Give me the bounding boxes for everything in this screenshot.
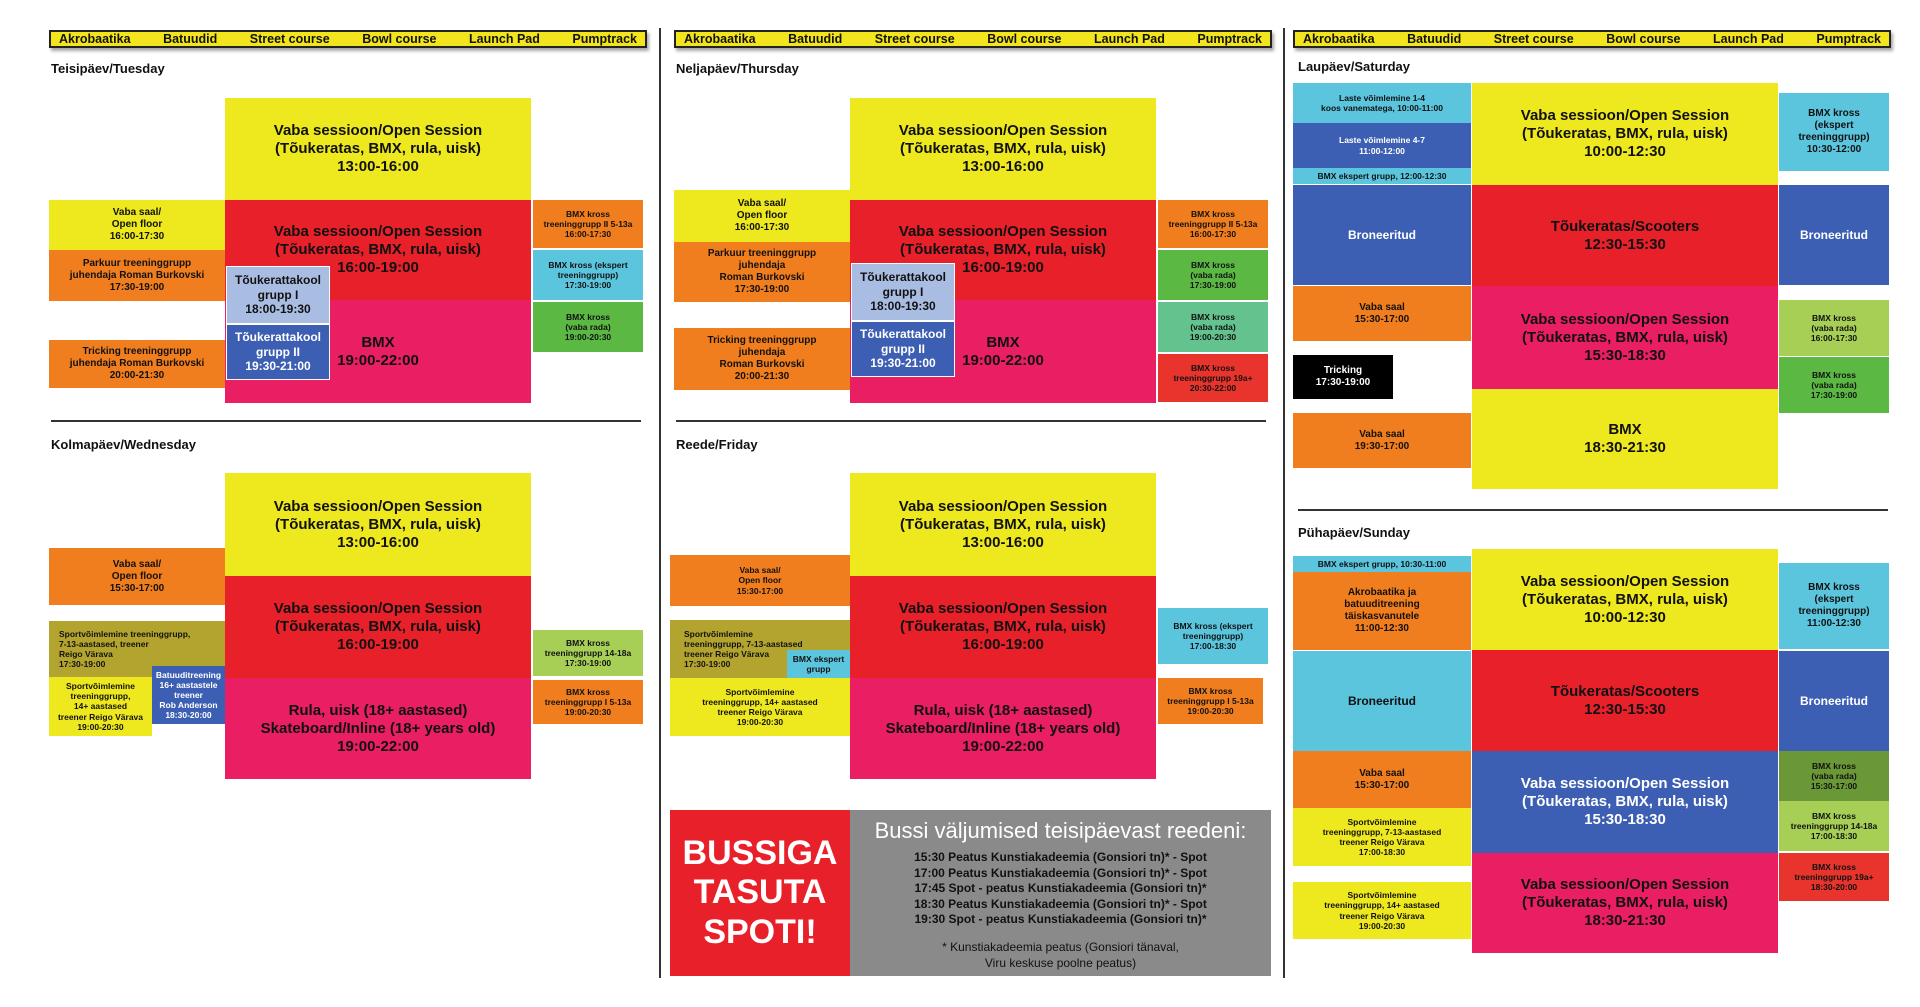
sun-acrobatics: Akrobaatika ja batuuditreening täiskasvanutele 11:00-12:30 (1293, 572, 1471, 650)
sun-booked: Broneeritud (1293, 651, 1471, 751)
fri-open-session-1: Vaba sessioon/Open Session (Tõukeratas, BMX, rula, uisk) 13:00-16:00 (850, 473, 1156, 576)
sun-open-session-3: Vaba sessioon/Open Session (Tõukeratas, BMX, rula, uisk) 18:30-21:30 (1472, 853, 1778, 953)
sat-open-session-2: Vaba sessioon/Open Session (Tõukeratas, BMX, rula, uisk) 15:30-18:30 (1472, 286, 1778, 389)
thu-scooter-school-1: Tõukerattakool grupp I 18:00-19:30 (851, 263, 955, 321)
header-item: Akrobaatika (684, 32, 756, 46)
sun-scooters: Tõukeratas/Scooters 12:30-15:30 (1472, 650, 1778, 751)
wed-gymnastics-2: Sportvõimlemine treeninggrupp, 14+ aastased treener Reigo Värava 19:00-20:30 (49, 677, 152, 736)
bus-note: * Kunstiakadeemia peatus (Gonsiori tänaval, Viru keskuse poolne peatus) (942, 939, 1179, 970)
sat-bmx-kross-2: BMX kross (vaba rada) 16:00-17:30 (1779, 300, 1889, 356)
sun-open-session-2: Vaba sessioon/Open Session (Tõukeratas, BMX, rula, uisk) 15:30-18:30 (1472, 751, 1778, 853)
sat-booked: Broneeritud (1293, 185, 1471, 285)
header-item: Bowl course (362, 32, 437, 46)
thu-open-session-1: Vaba sessioon/Open Session (Tõukeratas, BMX, rula, uisk) 13:00-16:00 (850, 98, 1156, 200)
sun-gymnastics-1: Sportvõimlemine treeninggrupp, 7-13-aastased treener Reigo Värava 17:00-18:30 (1293, 808, 1471, 866)
fri-bmx-kross-1: BMX kross (ekspert treeninggrupp) 17:00-18:30 (1158, 608, 1268, 664)
wed-bmx-kross-2: BMX kross treeninggrupp I 5-13a 19:00-20:30 (533, 680, 643, 724)
sat-bmx-kross-3: BMX kross (vaba rada) 17:30-19:00 (1779, 357, 1889, 413)
day-title-tuesday: Teisipäev/Tuesday (51, 61, 165, 76)
thu-bmx-kross-4: BMX kross treeninggrupp 19a+ 20:30-22:00 (1158, 354, 1268, 402)
tue-bmx-kross-1: BMX kross treeninggrupp II 5-13a 16:00-17:30 (533, 200, 643, 248)
header-item: Akrobaatika (59, 32, 131, 46)
fri-gymnastics-2: Sportvõimlemine treeninggrupp, 14+ aastased treener Reigo Värava 19:00-20:30 (670, 678, 850, 736)
sun-open-floor: Vaba saal 15:30-17:00 (1293, 751, 1471, 808)
day-title-wednesday: Kolmapäev/Wednesday (51, 437, 196, 452)
thu-scooter-school-2: Tõukerattakool grupp II 19:30-21:00 (851, 321, 955, 377)
header-item: Akrobaatika (1303, 32, 1375, 46)
header-item: Pumptrack (1197, 32, 1262, 46)
header-bar-col1 (49, 30, 647, 48)
sun-open-session-1: Vaba sessioon/Open Session (Tõukeratas, BMX, rula, uisk) 10:00-12:30 (1472, 549, 1778, 650)
sun-bmx-kross-3: BMX kross treeninggrupp 14-18a 17:00-18:30 (1779, 801, 1889, 851)
tue-open-floor: Vaba saal/ Open floor 16:00-17:30 (49, 200, 225, 250)
sat-scooters: Tõukeratas/Scooters 12:30-15:30 (1472, 185, 1778, 286)
header-bar-col2 (674, 30, 1272, 48)
thu-bmx-kross-2: BMX kross (vaba rada) 17:30-19:00 (1158, 250, 1268, 300)
header-item: Launch Pad (1713, 32, 1784, 46)
header-item: Batuudid (163, 32, 218, 46)
thu-tricking: Tricking treeninggrupp juhendaja Roman Burkovski 20:00-21:30 (674, 328, 850, 390)
bus-line: 17:45 Spot - peatus Kunstiakadeemia (Gonsiori tn)* (914, 881, 1207, 896)
fri-gymnastics-1: Sportvõimlemine treeninggrupp, 7-13-aastased treener Reigo Värava 17:30-19:00 (670, 620, 850, 678)
sat-open-session-1: Vaba sessioon/Open Session (Tõukeratas, BMX, rula, uisk) 10:00-12:30 (1472, 83, 1778, 185)
fri-skate-inline: Rula, uisk (18+ aastased) Skateboard/Inline (18+ years old) 19:00-22:00 (850, 678, 1156, 779)
header-item: Launch Pad (469, 32, 540, 46)
header-item: Street course (249, 32, 330, 46)
divider-thu (676, 420, 1266, 422)
thu-bmx-kross-3: BMX kross (vaba rada) 19:00-20:30 (1158, 302, 1268, 352)
wed-skate-inline: Rula, uisk (18+ aastased) Skateboard/Inline (18+ years old) 19:00-22:00 (225, 678, 531, 779)
column-divider-1 (659, 28, 661, 978)
header-item: Pumptrack (572, 32, 637, 46)
tue-scooter-school-2: Tõukerattakool grupp II 19:30-21:00 (226, 324, 330, 380)
header-item: Launch Pad (1094, 32, 1165, 46)
tue-open-session-1: Vaba sessioon/Open Session (Tõukeratas, BMX, rula, uisk) 13:00-16:00 (225, 98, 531, 200)
day-title-thursday: Neljapäev/Thursday (676, 61, 799, 76)
wed-open-session-1: Vaba sessioon/Open Session (Tõukeratas, BMX, rula, uisk) 13:00-16:00 (225, 473, 531, 576)
sun-bmx-kross-1: BMX kross (ekspert treeninggrupp) 11:00-12:30 (1779, 563, 1889, 649)
bus-line: 15:30 Peatus Kunstiakadeemia (Gonsiori tn)* - Spot (914, 850, 1207, 864)
sat-kids-gym-2: Laste võimlemine 4-7 11:00-12:00 (1293, 123, 1471, 168)
sat-kids-gym-1: Laste võimlemine 1-4 koos vanematega, 10:00-11:00 (1293, 83, 1471, 123)
fri-bmx-expert: BMX ekspert grupp (787, 650, 850, 678)
column-divider-2 (1283, 28, 1285, 978)
sun-gymnastics-2: Sportvõimlemine treeninggrupp, 14+ aastased treener Reigo Värava 19:00-20:30 (1293, 882, 1471, 939)
sat-booked-2: Broneeritud (1779, 185, 1889, 285)
wed-gymnastics-1: Sportvõimlemine treeninggrupp, 7-13-aastased, treener Reigo Värava 17:30-19:00 (49, 621, 225, 677)
header-item: Street course (874, 32, 955, 46)
thu-bmx-kross-1: BMX kross treeninggrupp II 5-13a 16:00-17:30 (1158, 200, 1268, 248)
sun-bmx-kross-4: BMX kross treeninggrupp 19a+ 18:30-20:00 (1779, 853, 1889, 901)
fri-open-floor: Vaba saal/ Open floor 15:30-17:00 (670, 555, 850, 606)
sat-tricking: Tricking 17:30-19:00 (1293, 355, 1393, 399)
sat-bmx-kross-1: BMX kross (ekspert treeninggrupp) 10:30-12:00 (1779, 93, 1889, 171)
header-item: Pumptrack (1816, 32, 1881, 46)
bus-headline: BUSSIGA TASUTA SPOTI! (670, 810, 850, 976)
sat-bmx: BMX 18:30-21:30 (1472, 389, 1778, 489)
sun-bmx-kross-2: BMX kross (vaba rada) 15:30-17:00 (1779, 751, 1889, 801)
wed-open-floor: Vaba saal/ Open floor 15:30-17:00 (49, 548, 225, 605)
thu-open-session-2: Vaba sessioon/Open Session (Tõukeratas, BMX, rula, uisk) 16:00-19:00 (850, 200, 1156, 300)
sun-bmx-expert: BMX ekspert grupp, 10:30-11:00 (1293, 556, 1471, 572)
header-bar-col3 (1293, 30, 1891, 48)
day-title-saturday: Laupäev/Saturday (1298, 59, 1410, 74)
header-item: Bowl course (1606, 32, 1681, 46)
tue-open-session-2: Vaba sessioon/Open Session (Tõukeratas, BMX, rula, uisk) 16:00-19:00 (225, 200, 531, 300)
header-item: Batuudid (788, 32, 843, 46)
wed-bmx-kross-1: BMX kross treeninggrupp 14-18a 17:30-19:00 (533, 630, 643, 676)
tue-parkuur: Parkuur treeninggrupp juhendaja Roman Burkovski 17:30-19:00 (49, 250, 225, 301)
tue-bmx-kross-2: BMX kross (ekspert treeninggrupp) 17:30-19:00 (533, 250, 643, 300)
tue-tricking: Tricking treeninggrupp juhendaja Roman Burkovski 20:00-21:30 (49, 340, 225, 388)
divider-sat (1298, 509, 1888, 511)
day-title-friday: Reede/Friday (676, 437, 758, 452)
sat-open-floor-2: Vaba saal 19:30-17:00 (1293, 413, 1471, 468)
divider-tue (51, 420, 641, 422)
bus-line: 19:30 Spot - peatus Kunstiakadeemia (Gonsiori tn)* (914, 912, 1207, 927)
thu-open-floor: Vaba saal/ Open floor 16:00-17:30 (674, 190, 850, 242)
thu-parkuur: Parkuur treeninggrupp juhendaja Roman Burkovski 17:30-19:00 (674, 242, 850, 302)
sat-bmx-expert: BMX ekspert grupp, 12:00-12:30 (1293, 168, 1471, 184)
wed-open-session-2: Vaba sessioon/Open Session (Tõukeratas, BMX, rula, uisk) 16:00-19:00 (225, 576, 531, 678)
tue-scooter-school-1: Tõukerattakool grupp I 18:00-19:30 (226, 266, 330, 324)
header-item: Bowl course (987, 32, 1062, 46)
tue-bmx-kross-3: BMX kross (vaba rada) 19:00-20:30 (533, 302, 643, 352)
sun-booked-2: Broneeritud (1779, 651, 1889, 751)
header-item: Batuudid (1407, 32, 1462, 46)
sat-open-floor-1: Vaba saal 15:30-17:00 (1293, 286, 1471, 341)
wed-trampoline: Batuuditreening 16+ aastastele treener Rob Anderson 18:30-20:00 (152, 666, 225, 724)
fri-bmx-kross-2: BMX kross treeninggrupp I 5-13a 19:00-20:30 (1158, 678, 1263, 724)
day-title-sunday: Pühapäev/Sunday (1298, 525, 1410, 540)
bus-line: 18:30 Peatus Kunstiakadeemia (Gonsiori tn)* - Spot (914, 896, 1207, 911)
fri-open-session-2: Vaba sessioon/Open Session (Tõukeratas, BMX, rula, uisk) 16:00-19:00 (850, 576, 1156, 678)
bus-schedule (850, 810, 1271, 976)
thu-bmx: BMX 19:00-22:00 (850, 300, 1156, 403)
header-item: Street course (1493, 32, 1574, 46)
bus-title: Bussi väljumised teisipäevast reedeni: (874, 818, 1247, 843)
tue-bmx: BMX 19:00-22:00 (225, 300, 531, 403)
bus-line: 17:00 Peatus Kunstiakadeemia (Gonsiori tn)* - Spot (914, 865, 1207, 880)
